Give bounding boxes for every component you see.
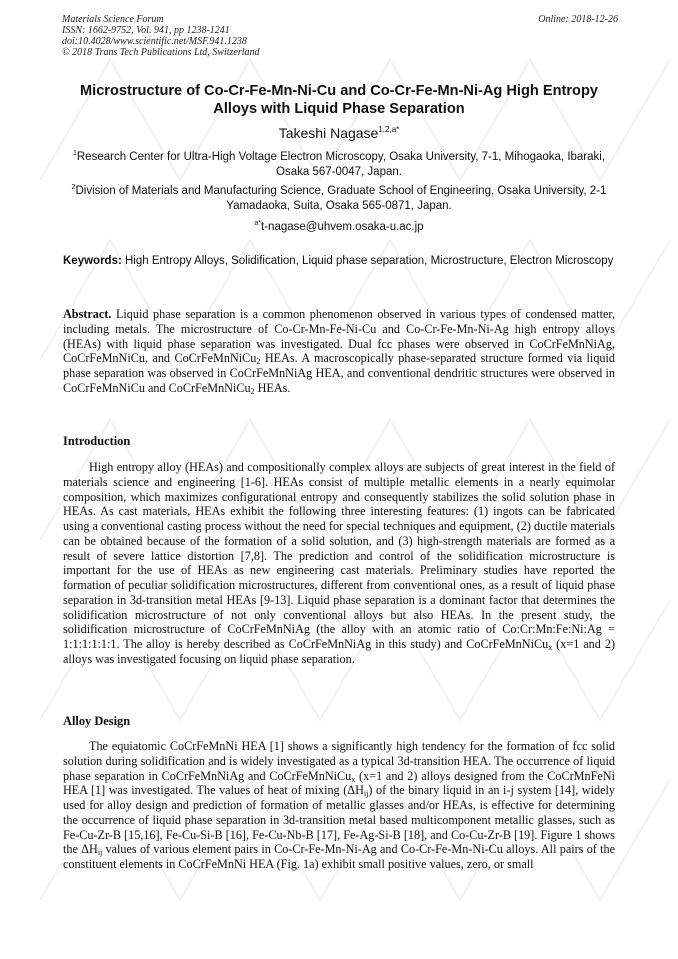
keywords-label: Keywords: (63, 255, 122, 267)
doi-link[interactable]: doi:10.4028/www.scientific.net/MSF.941.1238 (62, 36, 247, 47)
alloy-design-sub-3: ij (97, 848, 103, 858)
introduction-sub: x (548, 643, 553, 652)
online-date: Online: 2018-12-26 (538, 14, 618, 25)
abstract-label: Abstract. (63, 307, 112, 321)
keywords-text: High Entropy Alloys, Solidification, Liquid phase separation, Microstructure, Electron Microscopy (125, 255, 614, 267)
alloy-design-paragraph (63, 739, 615, 872)
abstract-sub-1: 2 (256, 357, 261, 367)
email-mark: a* (254, 220, 262, 227)
keywords-section (63, 254, 615, 270)
alloy-design-text-4: values of various element pairs in Co-Cr-Fe-Mn-Ni-Ag and Co-Cr-Fe-Mn-Ni-Cu alloys. All pairs of the constituent elements in CoCrFeMnNi HEA (Fig. 1a) exhibit small positive values, zero, or small (63, 842, 616, 871)
journal-name: Materials Science Forum (62, 14, 164, 25)
alloy-design-text-3: ) of the binary liquid in an i-j system [14], widely used for alloy design and prediction of formation of metallic glasses and/or HEAs, is effective for determining the occurrence of liquid phase separation in 3d-transition metal based multicomponent metallic glasses, such as Fe-Cu-Zr-B [15,16], Fe-Cu-Si-B [16], Fe-Cu-Nb-B [17], Fe-Ag-Si-B [18], and Co-Cu-Zr-B [19]. Figure 1 shows the ΔH (63, 783, 615, 857)
affiliation-1-text: Research Center for Ultra-High Voltage Electron Microscopy, Osaka University, 7-1, Mihogaoka, Ibaraki, Osaka 567-0047, Japan. (76, 151, 606, 178)
abstract-section (63, 307, 615, 396)
introduction-heading: Introduction (63, 434, 131, 448)
alloy-design-text-1: The equiatomic CoCrFeMnNi HEA [1] shows a significantly high tendency for the formation of fcc solid solution during solidification and is widely investigated as a typical 3d-transition HEA. The occurrence of liquid phase separation in CoCrFeMnNiAg and CoCrFeMnNiCu (63, 739, 615, 783)
alloy-design-sub-2: ij (363, 789, 369, 799)
affiliation-1-mark: 1 (72, 150, 77, 157)
author-name: Takeshi Nagase (278, 125, 379, 141)
abstract-sub-2: 2 (250, 386, 255, 396)
email-address[interactable]: t-nagase@uhvem.osaka-u.ac.jp (261, 221, 424, 233)
introduction-paragraph (63, 460, 615, 667)
abstract-text-2: HEAs. A macroscopically phase-separated structure formed via liquid phase separation was observed in CoCrFeMnNiAg HEA, and conventional dendritic structures were observed in CoCrFeMnNiCu and CoCrFeMnNiCu (63, 351, 615, 395)
alloy-design-text-2: (x=1 and 2) alloys designed from the CoCrMnFeNi HEA [1] was investigated. The values of heat of mixing (ΔH (63, 768, 615, 798)
alloy-design-sub-1: x (351, 774, 356, 784)
issn-line: ISSN: 1662-9752, Vol. 941, pp 1238-1241 (62, 25, 230, 36)
abstract-text-3: HEAs. (254, 380, 291, 395)
alloy-design-heading: Alloy Design (63, 714, 131, 728)
author-line (0, 124, 678, 142)
affiliation-2-text: Division of Materials and Manufacturing Science, Graduate School of Engineering, Osaka University, 2-1 Yamadaoka, Suita, Osaka 565-0871, Japan. (75, 185, 607, 212)
author-email (0, 220, 678, 235)
affiliation-2-mark: 2 (71, 184, 76, 191)
affiliation-2 (70, 184, 608, 214)
copyright-line: © 2018 Trans Tech Publications Ltd, Switzerland (62, 47, 260, 58)
introduction-text-2: (x=1 and 2) alloys was investigated focusing on liquid phase separation. (63, 637, 615, 666)
introduction-text-1: High entropy alloy (HEAs) and compositionally complex alloys are subjects of great interest in the field of materials science and engineering [1-6]. HEAs consist of multiple metallic elements in a nearly equimolar composition, which maximizes configurational entropy and consequently stabilizes the solid solution phase in HEAs. As cast materials, HEAs exhibit the following three interesting features: (1) ingots can be fabricated using a conventional casting process without the need for special techniques and equipment, (2) ductile materials can be obtained because of the formation of a solid solution, and (3) high-strength materials are formed as a result of severe lattice distortion [7,8]. The prediction and control of the solidification microstructure is important for the use of HEAs as new engineering cast materials. Preliminary studies have reported the formation of peculiar solidification microstructures, different from conventional ones, as a result of liquid phase separation in 3d-transition metal HEAs [9-13]. Liquid phase separation is a dominant factor that determines the solidification microstructure of not only conventional alloys but also HEAs. In the present study, the solidification microstructure of CoCrFeMnNiAg (the alloy with an atomic ratio of Co:Cr:Mn:Fe:Ni:Ag = 1:1:1:1:1:1. The alloy is hereby described as CoCrFeMnNiAg in this study) and CoCrFeMnNiCu (63, 460, 615, 651)
publication-header (62, 14, 618, 58)
affiliation-1 (70, 150, 608, 180)
paper-title: Microstructure of Co-Cr-Fe-Mn-Ni-Cu and Co-Cr-Fe-Mn-Ni-Ag High Entropy Alloys with Liquid Phase Separation (79, 83, 599, 117)
author-affiliation-marks: 1,2,a* (378, 125, 400, 134)
abstract-text-1: Liquid phase separation is a common phenomenon observed in various types of condensed matter, including metals. The microstructure of Co-Cr-Mn-Fe-Ni-Cu and Co-Cr-Fe-Mn-Ni-Ag high entropy alloys (HEAs) with liquid phase separation was investigated. Dual fcc phases were observed in CoCrFeMnNiAg, CoCrFeMnNiCu, and CoCrFeMnNiCu (63, 307, 615, 366)
